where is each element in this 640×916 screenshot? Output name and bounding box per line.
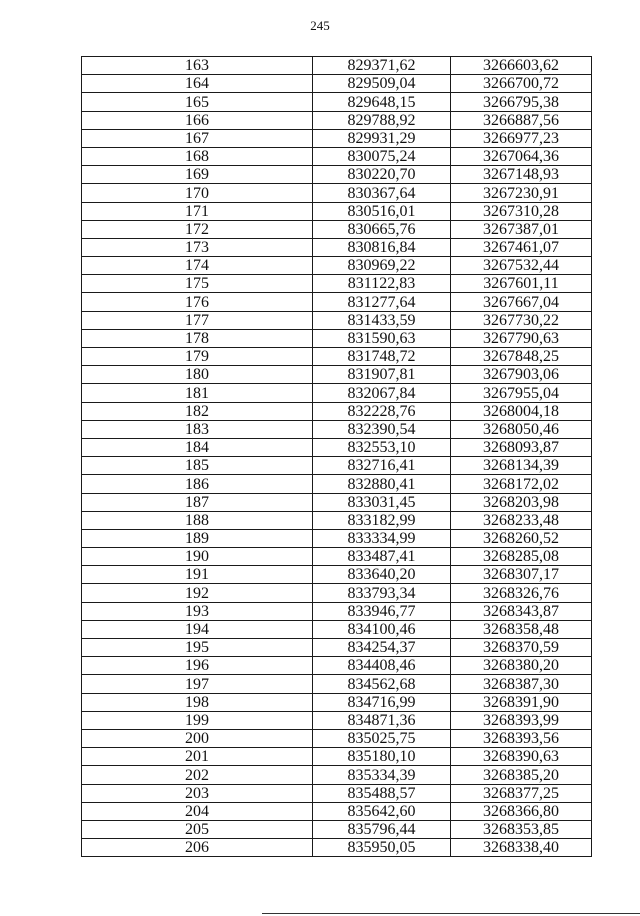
y-coordinate-cell: 3267667,04 [451,293,592,311]
table-row [82,420,592,438]
point-number-cell: 201 [82,748,313,766]
table-row [82,293,592,311]
x-coordinate-cell: 835180,10 [313,748,451,766]
y-coordinate-cell: 3268285,08 [451,548,592,566]
point-number-cell: 190 [82,548,313,566]
table-row [82,729,592,747]
x-coordinate-cell: 830969,22 [313,257,451,275]
y-coordinate-cell: 3268307,17 [451,566,592,584]
x-coordinate-cell: 834408,46 [313,657,451,675]
y-coordinate-cell: 3268050,46 [451,420,592,438]
table-row [82,711,592,729]
x-coordinate-cell: 834871,36 [313,711,451,729]
y-coordinate-cell: 3267387,01 [451,220,592,238]
y-coordinate-cell: 3268353,85 [451,820,592,838]
y-coordinate-cell: 3267955,04 [451,384,592,402]
y-coordinate-cell: 3267532,44 [451,257,592,275]
table-row [82,602,592,620]
x-coordinate-cell: 831122,83 [313,275,451,293]
table-row [82,657,592,675]
point-number-cell: 198 [82,693,313,711]
point-number-cell: 180 [82,366,313,384]
table-row [82,220,592,238]
x-coordinate-cell: 834100,46 [313,620,451,638]
table-row [82,820,592,838]
x-coordinate-cell: 832880,41 [313,475,451,493]
y-coordinate-cell: 3268393,99 [451,711,592,729]
x-coordinate-cell: 832390,54 [313,420,451,438]
point-number-cell: 197 [82,675,313,693]
point-number-cell: 185 [82,457,313,475]
point-number-cell: 182 [82,402,313,420]
point-number-cell: 167 [82,129,313,147]
y-coordinate-cell: 3267730,22 [451,311,592,329]
table-row [82,529,592,547]
x-coordinate-cell: 830220,70 [313,166,451,184]
point-number-cell: 194 [82,620,313,638]
x-coordinate-cell: 829648,15 [313,93,451,111]
y-coordinate-cell: 3268391,90 [451,693,592,711]
point-number-cell: 183 [82,420,313,438]
table-row [82,384,592,402]
table-row [82,620,592,638]
point-number-cell: 168 [82,147,313,165]
x-coordinate-cell: 833031,45 [313,493,451,511]
y-coordinate-cell: 3268134,39 [451,457,592,475]
y-coordinate-cell: 3268390,63 [451,748,592,766]
point-number-cell: 179 [82,348,313,366]
x-coordinate-cell: 833793,34 [313,584,451,602]
y-coordinate-cell: 3267064,36 [451,147,592,165]
x-coordinate-cell: 830665,76 [313,220,451,238]
y-coordinate-cell: 3266795,38 [451,93,592,111]
y-coordinate-cell: 3268203,98 [451,493,592,511]
table-row [82,693,592,711]
point-number-cell: 166 [82,111,313,129]
x-coordinate-cell: 832228,76 [313,402,451,420]
point-number-cell: 175 [82,275,313,293]
point-number-cell: 191 [82,566,313,584]
table-row [82,184,592,202]
point-number-cell: 189 [82,529,313,547]
point-number-cell: 173 [82,238,313,256]
x-coordinate-cell: 835488,57 [313,784,451,802]
x-coordinate-cell: 835642,60 [313,802,451,820]
y-coordinate-cell: 3267790,63 [451,329,592,347]
x-coordinate-cell: 831433,59 [313,311,451,329]
page-number: 245 [310,18,330,33]
x-coordinate-cell: 830816,84 [313,238,451,256]
point-number-cell: 196 [82,657,313,675]
x-coordinate-cell: 834562,68 [313,675,451,693]
y-coordinate-cell: 3268387,30 [451,675,592,693]
x-coordinate-cell: 830516,01 [313,202,451,220]
table-row [82,348,592,366]
x-coordinate-cell: 833640,20 [313,566,451,584]
table-row [82,839,592,857]
y-coordinate-cell: 3268385,20 [451,766,592,784]
y-coordinate-cell: 3268260,52 [451,529,592,547]
x-coordinate-cell: 829509,04 [313,75,451,93]
point-number-cell: 193 [82,602,313,620]
table-row [82,639,592,657]
coordinates-table [81,56,592,857]
point-number-cell: 176 [82,293,313,311]
table-row [82,802,592,820]
table-row [82,275,592,293]
x-coordinate-cell: 832067,84 [313,384,451,402]
table-row [82,438,592,456]
y-coordinate-cell: 3267310,28 [451,202,592,220]
table-row [82,57,592,75]
table-row [82,93,592,111]
x-coordinate-cell: 831590,63 [313,329,451,347]
x-coordinate-cell: 835025,75 [313,729,451,747]
y-coordinate-cell: 3267148,93 [451,166,592,184]
y-coordinate-cell: 3266603,62 [451,57,592,75]
y-coordinate-cell: 3267461,07 [451,238,592,256]
y-coordinate-cell: 3267230,91 [451,184,592,202]
x-coordinate-cell: 829371,62 [313,57,451,75]
table-row [82,784,592,802]
table-row [82,402,592,420]
x-coordinate-cell: 831277,64 [313,293,451,311]
table-row [82,511,592,529]
table-row [82,366,592,384]
point-number-cell: 169 [82,166,313,184]
x-coordinate-cell: 833334,99 [313,529,451,547]
table-row [82,129,592,147]
point-number-cell: 192 [82,584,313,602]
y-coordinate-cell: 3268326,76 [451,584,592,602]
table-row [82,584,592,602]
y-coordinate-cell: 3266887,56 [451,111,592,129]
point-number-cell: 178 [82,329,313,347]
point-number-cell: 172 [82,220,313,238]
y-coordinate-cell: 3268377,25 [451,784,592,802]
y-coordinate-cell: 3266700,72 [451,75,592,93]
table-row [82,166,592,184]
y-coordinate-cell: 3267903,06 [451,366,592,384]
table-row [82,238,592,256]
y-coordinate-cell: 3268380,20 [451,657,592,675]
point-number-cell: 186 [82,475,313,493]
table-row [82,766,592,784]
x-coordinate-cell: 834716,99 [313,693,451,711]
point-number-cell: 205 [82,820,313,838]
point-number-cell: 202 [82,766,313,784]
point-number-cell: 187 [82,493,313,511]
table-row [82,329,592,347]
point-number-cell: 170 [82,184,313,202]
y-coordinate-cell: 3268004,18 [451,402,592,420]
point-number-cell: 203 [82,784,313,802]
point-number-cell: 181 [82,384,313,402]
point-number-cell: 171 [82,202,313,220]
x-coordinate-cell: 830367,64 [313,184,451,202]
y-coordinate-cell: 3268093,87 [451,438,592,456]
point-number-cell: 206 [82,839,313,857]
y-coordinate-cell: 3268233,48 [451,511,592,529]
y-coordinate-cell: 3268343,87 [451,602,592,620]
point-number-cell: 199 [82,711,313,729]
point-number-cell: 177 [82,311,313,329]
x-coordinate-cell: 833946,77 [313,602,451,620]
point-number-cell: 164 [82,75,313,93]
point-number-cell: 195 [82,639,313,657]
y-coordinate-cell: 3266977,23 [451,129,592,147]
x-coordinate-cell: 831907,81 [313,366,451,384]
x-coordinate-cell: 832716,41 [313,457,451,475]
table-row [82,493,592,511]
point-number-cell: 188 [82,511,313,529]
table-row [82,311,592,329]
table-row [82,457,592,475]
x-coordinate-cell: 831748,72 [313,348,451,366]
x-coordinate-cell: 833182,99 [313,511,451,529]
point-number-cell: 204 [82,802,313,820]
table-row [82,548,592,566]
x-coordinate-cell: 834254,37 [313,639,451,657]
table-row [82,111,592,129]
y-coordinate-cell: 3268358,48 [451,620,592,638]
table-row [82,748,592,766]
table-row [82,202,592,220]
x-coordinate-cell: 833487,41 [313,548,451,566]
table-row [82,675,592,693]
coordinates-table-body [82,57,592,857]
x-coordinate-cell: 829788,92 [313,111,451,129]
y-coordinate-cell: 3268172,02 [451,475,592,493]
x-coordinate-cell: 829931,29 [313,129,451,147]
x-coordinate-cell: 835334,39 [313,766,451,784]
y-coordinate-cell: 3268370,59 [451,639,592,657]
y-coordinate-cell: 3268366,80 [451,802,592,820]
point-number-cell: 200 [82,729,313,747]
y-coordinate-cell: 3267601,11 [451,275,592,293]
table-row [82,566,592,584]
point-number-cell: 165 [82,93,313,111]
x-coordinate-cell: 835796,44 [313,820,451,838]
x-coordinate-cell: 835950,05 [313,839,451,857]
y-coordinate-cell: 3268393,56 [451,729,592,747]
table-row [82,257,592,275]
table-row [82,147,592,165]
point-number-cell: 163 [82,57,313,75]
y-coordinate-cell: 3268338,40 [451,839,592,857]
table-row [82,75,592,93]
point-number-cell: 184 [82,438,313,456]
point-number-cell: 174 [82,257,313,275]
y-coordinate-cell: 3267848,25 [451,348,592,366]
x-coordinate-cell: 830075,24 [313,147,451,165]
table-row [82,475,592,493]
page-bottom-rule [262,913,640,914]
x-coordinate-cell: 832553,10 [313,438,451,456]
